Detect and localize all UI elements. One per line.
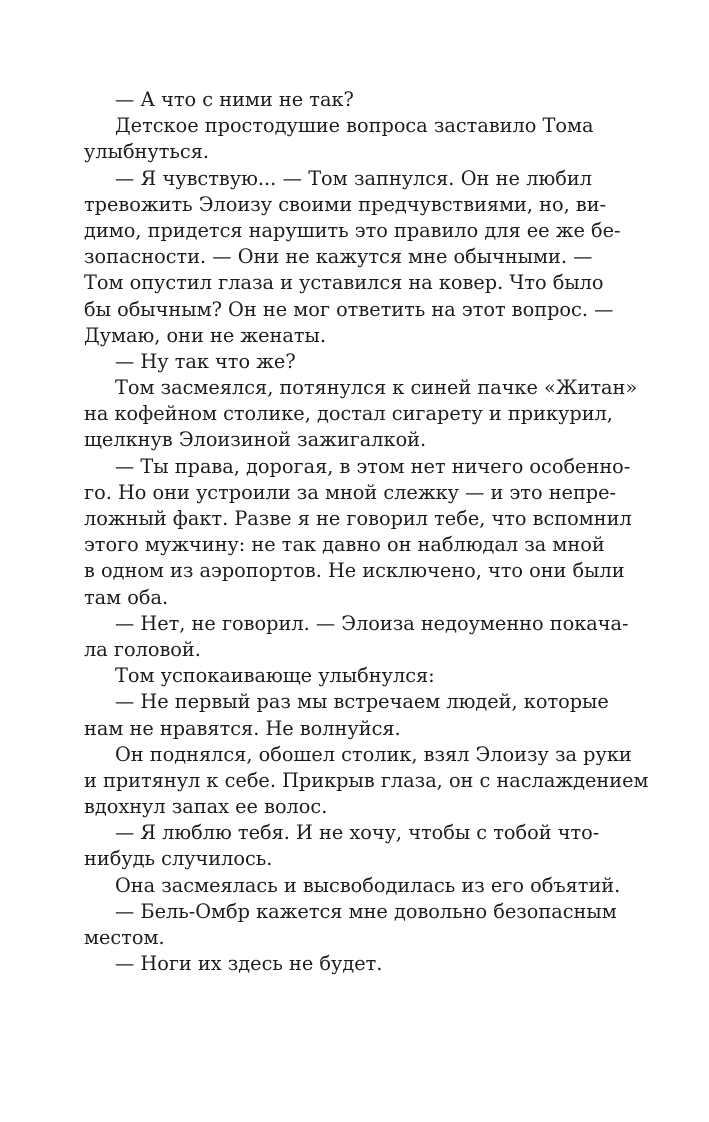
text-line: Думаю, они не женаты. <box>84 323 327 347</box>
text-line: — Я люблю тебя. И не хочу, чтобы с тобой что- <box>115 821 600 845</box>
text-line: и притянул к себе. Прикрыв глаза, он с наслаждением <box>84 768 649 792</box>
text-line: бы обычным? Он не мог ответить на этот вопрос. — <box>84 297 614 321</box>
text-line: ложный факт. Разве я не говорил тебе, что вспомнил <box>84 507 632 530</box>
text-line: зопасности. — Они не кажутся мне обычными. — <box>84 245 593 269</box>
text-line: нибудь случилось. <box>84 847 273 871</box>
text-line: щелкнув Элоизиной зажигалкой. <box>84 428 427 452</box>
text-line: Том засмеялся, потянулся к синей пачке «Житан» <box>115 376 638 400</box>
text-line: — Нет, не говорил. — Элоиза недоуменно покача- <box>115 611 629 635</box>
text-line: — Не первый раз мы встречаем людей, которые <box>115 690 609 714</box>
text-line: Том успокаивающе улыбнулся: <box>115 664 435 688</box>
text-line: — А что с ними не так? <box>115 88 354 111</box>
text-line: — Я чувствую... — Том запнулся. Он не любил <box>115 166 592 190</box>
text-line: Она засмеялась и высвободилась из его объятий. <box>115 873 621 897</box>
text-line: этого мужчину: не так давно он наблюдал за мной <box>84 533 605 557</box>
text-line: Он поднялся, обошел столик, взял Элоизу за руки <box>115 742 632 766</box>
text-line: го. Но они устроили за мной слежку — и это непре- <box>84 480 617 504</box>
text-line: Детское простодушие вопроса заставило Тома <box>115 114 594 138</box>
text-line: местом. <box>84 926 165 949</box>
text-line: димо, придется нарушить это правило для ее же бе- <box>84 218 621 242</box>
text-line: тревожить Элоизу своими предчувствиями, но, ви- <box>84 192 607 216</box>
text-line: — Ты права, дорогая, в этом нет ничего особенно- <box>115 454 631 478</box>
text-line: в одном из аэропортов. Не исключено, что они были <box>84 559 625 583</box>
text-line: — Ноги их здесь не будет. <box>115 952 383 976</box>
text-line: ла головой. <box>84 637 201 661</box>
text-line: Том опустил глаза и уставился на ковер. Что было <box>84 271 604 295</box>
text-line: вдохнул запах ее волос. <box>84 795 328 819</box>
text-line: на кофейном столике, достал сигарету и прикурил, <box>84 402 613 426</box>
text-line: улыбнуться. <box>84 140 209 164</box>
text-line: нам не нравятся. Не волнуйся. <box>84 716 401 740</box>
text-line: — Бель-Омбр кажется мне довольно безопасным <box>115 899 617 923</box>
book-page-text <box>84 87 649 977</box>
text-line: — Ну так что же? <box>115 349 296 373</box>
text-line: там оба. <box>84 585 169 609</box>
